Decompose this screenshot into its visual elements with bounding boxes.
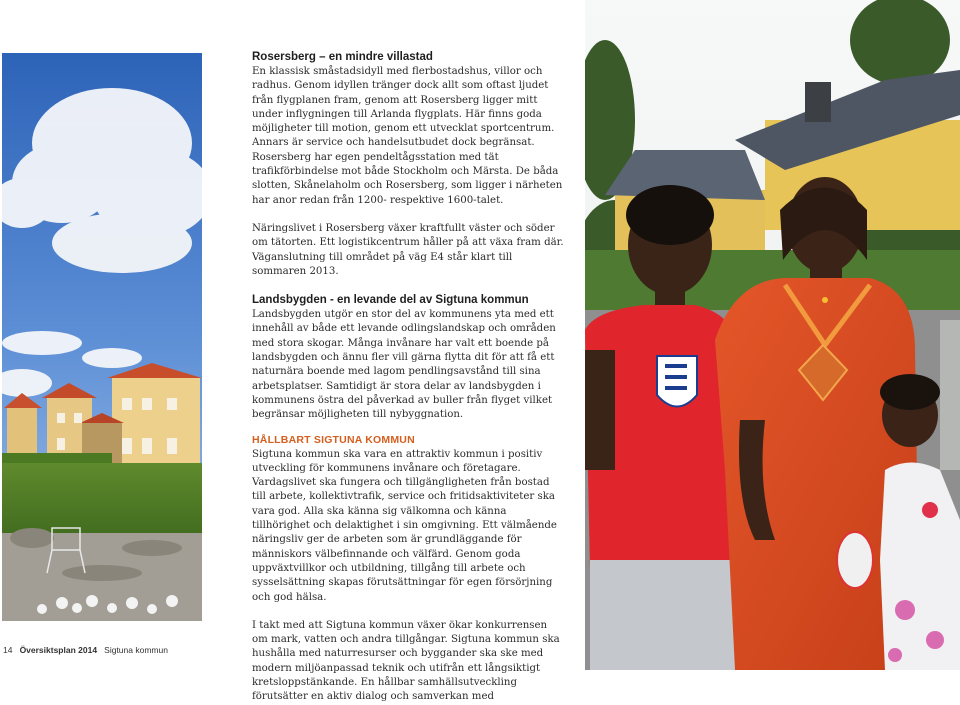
section-heading-hallbart: HÅLLBART SIGTUNA KOMMUN <box>252 433 415 446</box>
paragraph-rosersberg-business: Näringslivet i Rosersberg växer kraftfullt väster och söder om tätorten. Ett logistikcentrum håller på att växa fram där. Väganslutning till området på väg E4 står klart till sommaren 2013. <box>252 222 564 277</box>
section-heading-rosersberg: Rosersberg – en mindre villastad <box>252 51 433 63</box>
paragraph-hallbart-1: Sigtuna kommun ska vara en attraktiv kommun i positiv utveckling för kommunens invånare och företagare. Vardagslivet ska fungera och tillgängligheten från bostad till arbete, kollektivtrafik, service och fritidsaktiviteter ska vara god. Alla ska känna sig välkomna och känna tillhörighet och delaktighet i sin omgivning. Ett välmående näringsliv ger de arbeten som är grundläggande för människors välbefinnande och välfärd. Genom goda uppväxtvillkor och utbildning, tillgång till arbete och sysselsättning skapas förutsättningar för egen försörjning och god hälsa. <box>252 448 557 603</box>
page-footer <box>3 645 168 655</box>
text-column <box>252 50 564 705</box>
section-heading-landsbygden: Landsbygden - en levande del av Sigtuna kommun <box>252 294 529 307</box>
photo-rosersberg-houses <box>2 53 202 621</box>
paragraph-rosersberg-intro: En klassisk småstadsidyll med flerbostadshus, villor och radhus. Genom idyllen tränger dock allt som oftast ljudet från flygplanen fram, genom att Rosersberg ligger mitt under inflygningen till Arlanda flygplats. Här finns goda möjligheter till motion, genom ett utvecklat sportcentrum. Annars är service och handelsutbudet dock begränsat. Rosersberg har egen pendeltågsstation med tät trafikförbindelse mot både Stockholm och Märsta. De båda slotten, Skånelaholm och Rosersberg, som ligger i närheten har anor redan från 1200- respektive 1600-talet. <box>252 66 563 206</box>
paragraph-hallbart-2: I takt med att Sigtuna kommun växer ökar konkurrensen om mark, vatten och andra tillgångar. Sigtuna kommun ska hushålla med naturresurser och byggander ska ske med modern miljöanpassad teknik och utifrån ett långsiktigt kretsloppstänkande. En hållbar samhällsutveckling förutsätter en aktiv dialog och samverkan med <box>252 619 560 703</box>
footer-municipality: Sigtuna kommun <box>104 645 168 655</box>
footer-document-title: Översiktsplan 2014 <box>19 645 98 655</box>
photo-family <box>585 0 960 670</box>
page-number: 14 <box>3 645 13 655</box>
paragraph-landsbygden: Landsbygden utgör en stor del av kommunens yta med ett innehåll av både ett levande odlingslandskap och områden med stora skogar. Många invånare har valt ett boende på landsbygden och ännu fler vill gärna flytta dit för att få ett naturnära boende med lagom pendlingsavstånd till sina arbetsplatser. Samtidigt är stora delar av landsbygden i kommunens östra del påverkad av buller från flyget vilket begränsar möjligheten till nybyggnation. <box>252 309 556 421</box>
